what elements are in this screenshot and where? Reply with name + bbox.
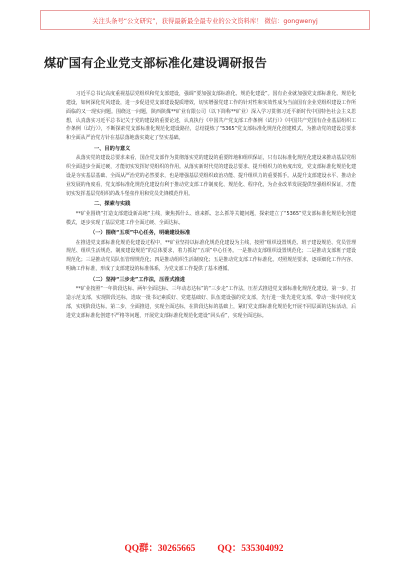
three-steps-paragraph: **矿业按照“一年阶段达标、两年全面达标、三年动态达标”的“三步走”工作法，压茬式推进党支部标准化规范化建设。第一步，打造示范支部，实现阶段达标，选取一批书记素质好、党建基础好、队伍建设强的党支部，先行进一批先进党支部，带动一批中间党支部，实现阶段达标。第二步，全面推进，实现全面达标，在阶段达标的基础上，紧盯党支部标准化规范化开展不同层面的达标活动，后进党支部标准化创建不严格等问题，开展党支部标准化规范化建设“回头看”，实现全面达标。 (66, 286, 356, 319)
section-heading-practice: 二、探索与实践 (94, 201, 131, 208)
footer-qq-group: QQ群：30265665 (124, 544, 196, 554)
footer-contact (0, 540, 408, 554)
practice-intro-paragraph: **矿业围绕“打造支部建设新高地”主线，聚焦抓什么、谁来抓、怎么抓等关键问题，探索建立了“5365”党支部标准化规范化创建模式，逐步实现了基层党建工作全面过硬、全面达标。 (66, 210, 356, 226)
five-tasks-paragraph: 在推进党支部标准化规范化建设过程中，**矿业坚持以标准化规范化建设为主线，按照“组织设置规范、班子建设规范、党员管理规范、组织生活规范、制度建设规范”的总体要求，着力抓好“五项”中心任务。一是推动支部组织设置规范化；二是推动支部班子建设规范化；三是推动党员队伍管理规范化；四是推动组织生活制度化；五是推动党支部工作标准化。对照规范要求，逐项细化工作内容、明确工作标准，形成了支部建设的标准体系，为党支部工作提供了基本遵循。 (66, 239, 356, 273)
subsection-heading-three-steps: （二）坚持“三步走”工作法，压茬式推进 (90, 276, 186, 283)
purpose-paragraph: 从落实党的建设总要求来看，国企党支部作为贯彻落实党的建设的重要阵地和组织保证，只有以标准化规范化建设来推动基层党组织全面进步全面过硬，才能切实发挥好党组织的作用。从落实新时代党的建设总要求、提升组织力的角度出发，党支部标准化规范化建设是夯实基层基础、全面从严治党的必然要求，也是增强基层党组织政治功能、提升组织力的重要抓手。从提升支部建设水平、推动企业发展的角度看，党支部标准化规范化建设有利于推动党支部工作制度化、规范化、程序化，为企业改革发展提供坚强组织保证，才能切实发挥基层党组织的战斗堡垒作用和党员先锋模范作用。 (66, 155, 356, 197)
document-body (66, 90, 356, 321)
subsection-heading-five-tasks: （一）围绕“五项”中心任务，明确建设标准 (90, 230, 191, 237)
document-title: 煤矿国有企业党支部标准化建设调研报告 (44, 56, 267, 70)
intro-paragraph: 习近平总书记高度重视基层党组织和党支部建设，强调“要加强支部标准化、规范化建设”。国有企业就加强党支部标准化、规范化建设，如何深化党风建设，进一步促进党支部建设提质增效，切实增强党建工作的针对性和实效性成为当前国有企业党组织建设工作所面临的又一现实问题。围绕这一问题，陕西陕煤**矿业有限公司（以下简称**矿业）深入学习贯彻习近平新时代中国特色社会主义思想，认真落实习近平总书记关于党的建设的重要论述，认真执行《中国共产党支部工作条例（试行）》《中国共产党国有企业基层组织工作条例（试行）》，不断探索党支部标准化规范化建设路径，总结提炼了“5365”党支部标准化规范化创建模式，为推动党的建设总要求和全面从严治党方针在基层落地落实奠定了坚实基础。 (66, 91, 356, 142)
top-promo-banner (40, 10, 370, 30)
banner-text: 关注头条号“公文研究”，获得最新最全最专业的公文资料库！ 微信：gongwenyj (92, 17, 318, 25)
section-heading-purpose: 一、目的与意义 (94, 146, 131, 153)
footer-qq-number: QQ：535304092 (217, 544, 284, 554)
